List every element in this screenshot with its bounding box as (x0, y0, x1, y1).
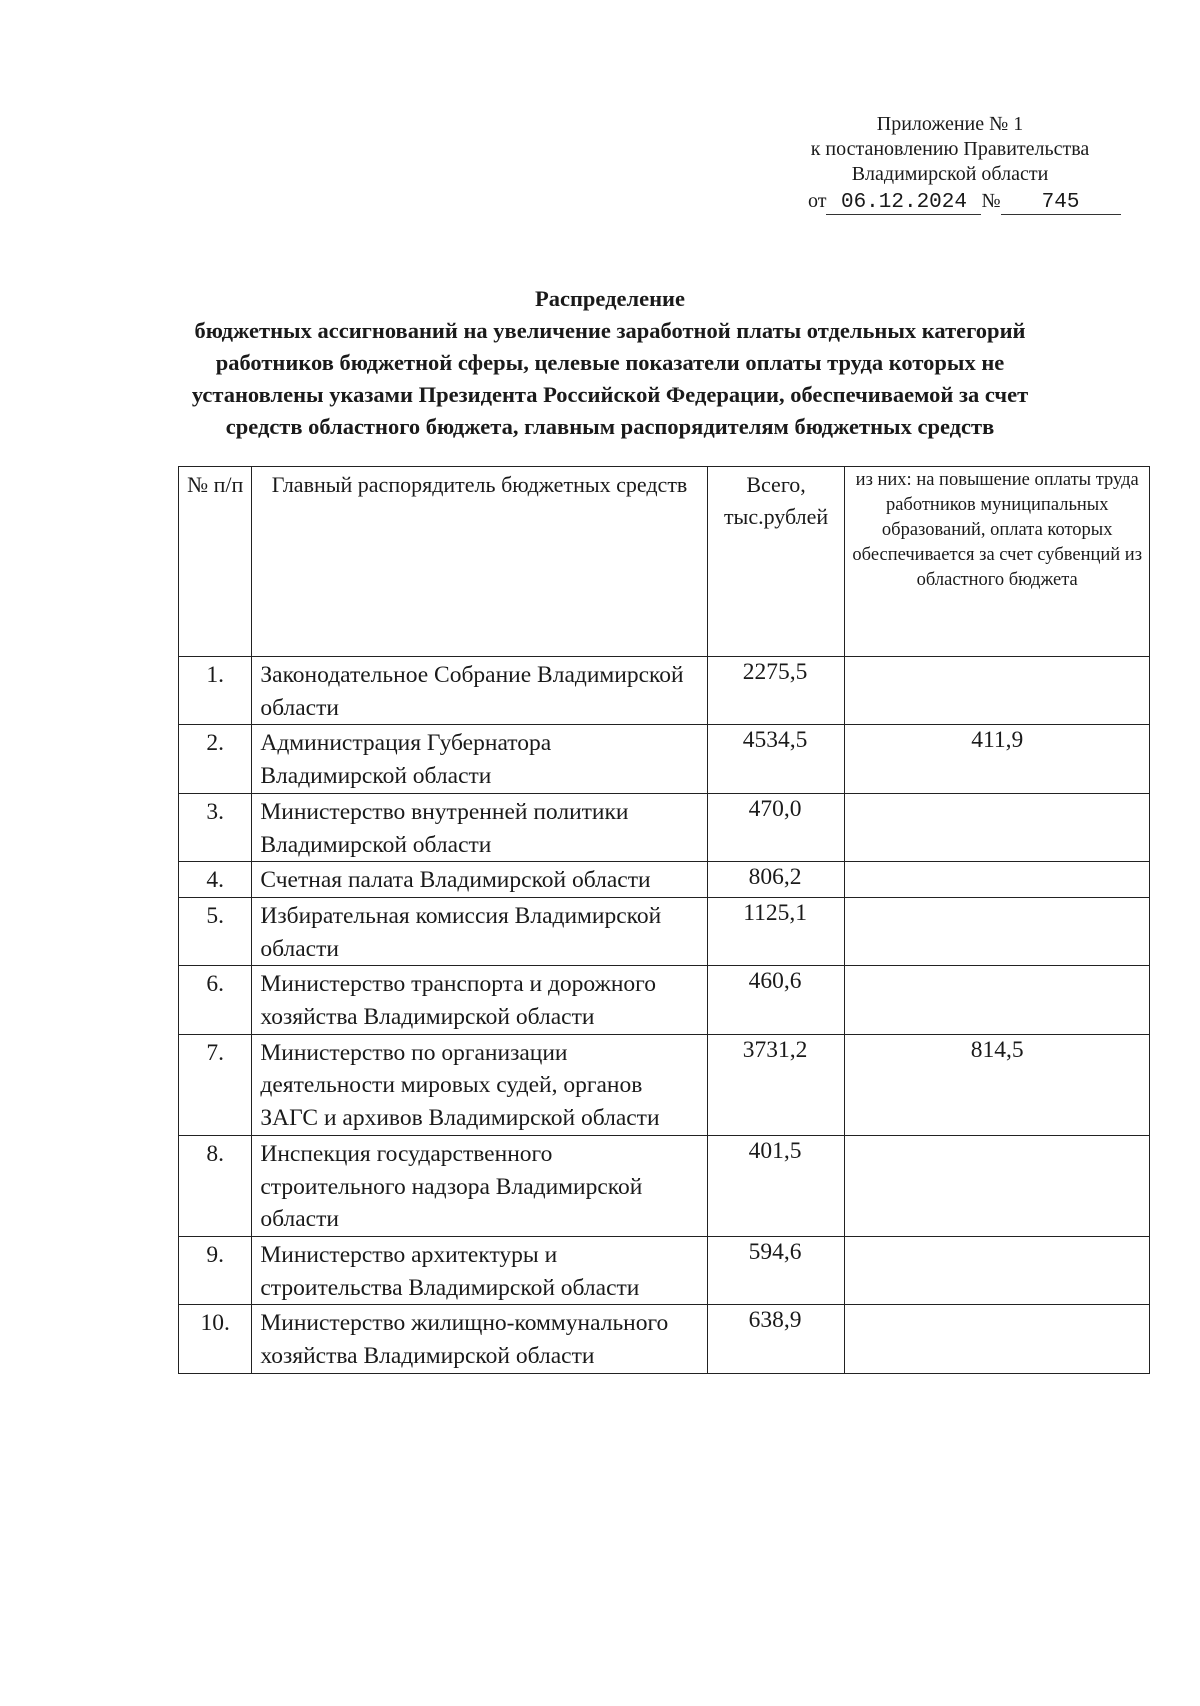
appendix-date-line (760, 189, 1140, 215)
row-total: 4534,5 (707, 725, 845, 793)
header-total: Всего, тыс.рублей (707, 467, 845, 657)
row-total: 1125,1 (707, 897, 845, 965)
appendix-region: Владимирской области (851, 163, 1049, 185)
row-name: Инспекция государственного строительного надзора Владимирской области (252, 1135, 707, 1236)
row-number: 6. (179, 966, 252, 1034)
resolution-number: 745 (1001, 192, 1121, 215)
row-number: 4. (179, 862, 252, 898)
row-name: Министерство внутренней политики Владимирской области (252, 793, 707, 861)
header-num: № п/п (179, 467, 252, 657)
row-name: Министерство жилищно-коммунального хозяйства Владимирской области (252, 1305, 707, 1373)
table-row (179, 1034, 1150, 1135)
title-body: бюджетных ассигнований на увеличение заработной платы отдельных категорий работников бюджетной сферы, целевые показатели оплаты труда которых не установлены указами Президента Российской Федерации, обеспечиваемой за счет средств областного бюджета, главным распорядителям бюджетных средств (191, 318, 1029, 439)
row-total: 638,9 (707, 1305, 845, 1373)
row-number: 8. (179, 1135, 252, 1236)
appendix-label: Приложение № 1 (876, 113, 1024, 135)
row-subsidy: 814,5 (845, 1034, 1150, 1135)
header-name: Главный распорядитель бюджетных средств (252, 467, 707, 657)
row-total: 2275,5 (707, 657, 845, 725)
row-subsidy (845, 793, 1150, 861)
row-number: 1. (179, 657, 252, 725)
row-subsidy (845, 897, 1150, 965)
document-title (170, 283, 1050, 443)
appendix-block (760, 112, 1140, 215)
row-number: 3. (179, 793, 252, 861)
row-name: Избирательная комиссия Владимирской области (252, 897, 707, 965)
table-row (179, 862, 1150, 898)
row-number: 5. (179, 897, 252, 965)
row-number: 10. (179, 1305, 252, 1373)
row-number: 9. (179, 1236, 252, 1304)
row-name: Министерство по организации деятельности мировых судей, органов ЗАГС и архивов Владимирской области (252, 1034, 707, 1135)
row-subsidy (845, 1305, 1150, 1373)
table-row (179, 966, 1150, 1034)
row-total: 806,2 (707, 862, 845, 898)
table-row (179, 1236, 1150, 1304)
number-prefix: № (981, 190, 1001, 212)
row-total: 470,0 (707, 793, 845, 861)
row-subsidy (845, 862, 1150, 898)
table-row (179, 725, 1150, 793)
table-row (179, 897, 1150, 965)
table-row (179, 793, 1150, 861)
table-row (179, 1135, 1150, 1236)
date-prefix: от (808, 190, 827, 212)
row-total: 594,6 (707, 1236, 845, 1304)
row-total: 3731,2 (707, 1034, 845, 1135)
header-subsidy: из них: на повышение оплаты труда работников муниципальных образований, оплата которых обеспечивается за счет субвенций из областного бюджета (845, 467, 1150, 657)
row-subsidy (845, 1135, 1150, 1236)
row-subsidy (845, 1236, 1150, 1304)
row-name: Счетная палата Владимирской области (252, 862, 707, 898)
table-body (179, 657, 1150, 1374)
row-subsidy: 411,9 (845, 725, 1150, 793)
row-name: Министерство транспорта и дорожного хозяйства Владимирской области (252, 966, 707, 1034)
table-header-row (179, 467, 1150, 657)
row-number: 2. (179, 725, 252, 793)
row-name: Законодательное Собрание Владимирской области (252, 657, 707, 725)
row-name: Министерство архитектуры и строительства Владимирской области (252, 1236, 707, 1304)
title-heading: Распределение (534, 286, 686, 311)
row-name: Администрация Губернатора Владимирской области (252, 725, 707, 793)
row-total: 460,6 (707, 966, 845, 1034)
resolution-date: 06.12.2024 (826, 192, 981, 215)
row-subsidy (845, 966, 1150, 1034)
table-row (179, 657, 1150, 725)
row-subsidy (845, 657, 1150, 725)
appendix-resolution-ref: к постановлению Правительства (810, 138, 1090, 160)
allocation-table (178, 466, 1150, 1374)
table-row (179, 1305, 1150, 1373)
row-total: 401,5 (707, 1135, 845, 1236)
row-number: 7. (179, 1034, 252, 1135)
